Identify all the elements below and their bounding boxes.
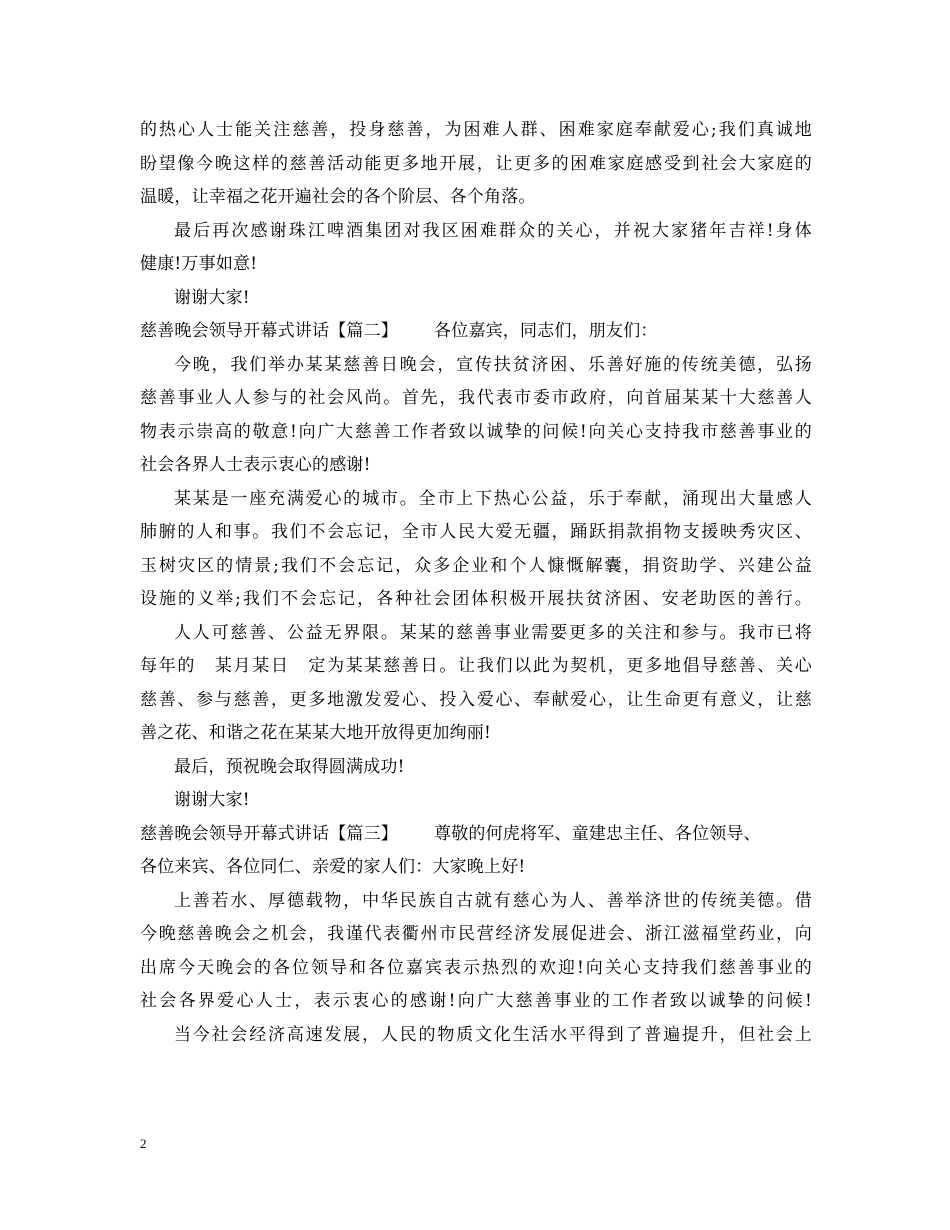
text-line: 上善若水、厚德载物，中华民族自古就有慈心为人、善举济世的传统美德。借 <box>174 890 812 911</box>
text-line: 慈善、参与慈善，更多地激发爱心、投入爱心、奉献爱心，让生命更有意义，让慈 <box>140 689 812 710</box>
text-line: 健康!万事如意! <box>140 254 258 274</box>
text-line: 物表示崇高的敬意!向广大慈善工作者致以诚挚的问候!向关心支持我市慈善事业的 <box>140 421 812 442</box>
document-body <box>140 114 812 1052</box>
text-line: 最后，预祝晚会取得圆满成功! <box>174 756 405 777</box>
text-line: 温暖，让幸福之花开遍社会的各个阶层、各个角落。 <box>140 187 536 207</box>
text-line: 各位来宾、各位同仁、亲爱的家人们：大家晚上好! <box>140 857 526 877</box>
text-line: 善之花、和谐之花在某某大地开放得更加绚丽! <box>140 723 492 743</box>
text-line: 盼望像今晚这样的慈善活动能更多地开展，让更多的困难家庭感受到社会大家庭的 <box>140 153 812 174</box>
text-line: 社会各界人士表示衷心的感谢! <box>140 455 371 475</box>
section-heading-line <box>140 818 812 852</box>
text-line: 出席今天晚会的各位领导和各位嘉宾表示热烈的欢迎!向关心支持我们慈善事业的 <box>140 957 812 978</box>
text-line: 慈善事业人人参与的社会风尚。首先，我代表市委市政府，向首届某某十大慈善人 <box>140 388 812 408</box>
text-line: 今晚慈善晚会之机会，我谨代表衢州市民营经济发展促进会、浙江滋福堂药业，向 <box>140 924 812 944</box>
text-line: 肺腑的人和事。我们不会忘记，全市人民大爱无疆，踊跃捐款捐物支援映秀灾区、 <box>140 522 812 542</box>
text-line: 的热心人士能关注慈善，投身慈善，为困难人群、困难家庭奉献爱心;我们真诚地 <box>140 120 812 140</box>
salutation-text: 尊敬的何虎将军、童建忠主任、各位领导、 <box>434 823 761 844</box>
text-line: 谢谢大家! <box>174 790 250 810</box>
text-line: 某某是一座充满爱心的城市。全市上下热心公益，乐于奉献，涌现出大量感人 <box>174 488 812 509</box>
text-line: 最后再次感谢珠江啤酒集团对我区困难群众的关心，并祝大家猪年吉祥!身体 <box>174 220 812 241</box>
text-line: 谢谢大家! <box>174 287 250 308</box>
section-heading-line <box>140 315 812 349</box>
text-line: 玉树灾区的情景;我们不会忘记，众多企业和个人慷慨解囊，捐资助学、兴建公益 <box>140 555 812 576</box>
text-line: 当今社会经济高速发展，人民的物质文化生活水平得到了普遍提升，但社会上 <box>174 1024 812 1045</box>
text-line: 人人可慈善、公益无界限。某某的慈善事业需要更多的关注和参与。我市已将 <box>174 622 812 643</box>
section-heading: 慈善晚会领导开幕式讲话【篇三】 <box>140 823 398 844</box>
salutation-text: 各位嘉宾，同志们，朋友们： <box>434 321 658 341</box>
page-number: 2 <box>140 1136 147 1151</box>
text-line: 社会各界爱心人士，表示衷心的感谢!向广大慈善事业的工作者致以诚挚的问候! <box>140 991 812 1011</box>
text-line: 设施的义举;我们不会忘记，各种社会团体积极开展扶贫济困、安老助医的善行。 <box>140 589 812 609</box>
section-heading: 慈善晚会领导开幕式讲话【篇二】 <box>140 321 398 341</box>
text-line: 每年的 某月某日 定为某某慈善日。让我们以此为契机，更多地倡导慈善、关心 <box>140 656 812 676</box>
text-line: 今晚，我们举办某某慈善日晚会，宣传扶贫济困、乐善好施的传统美德，弘扬 <box>174 354 812 375</box>
